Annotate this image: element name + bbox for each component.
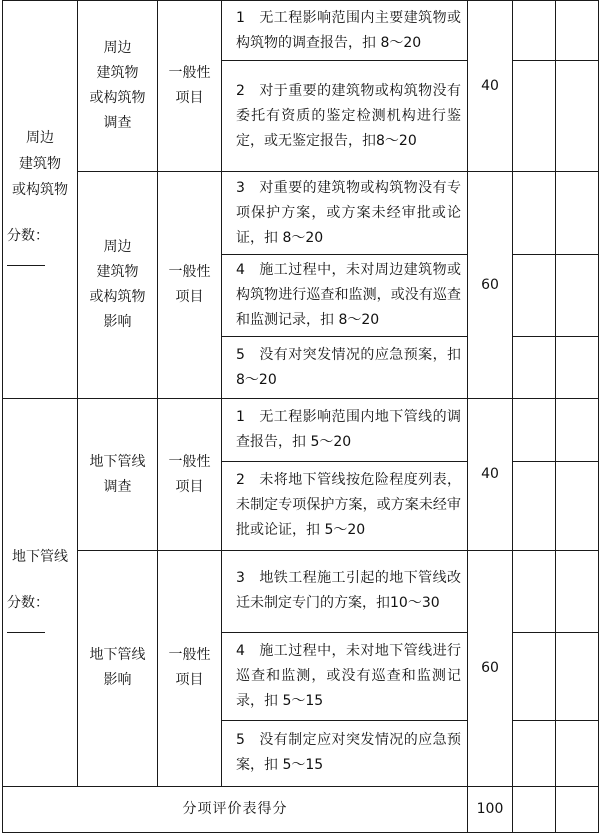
score-cell [556,786,599,832]
score-cell [513,550,556,632]
points-cell: 60 [468,550,513,786]
total-score-label: 分项评价表得分 [3,786,468,832]
score-cell [513,720,556,786]
item-type: 一般性 项目 [158,172,222,399]
table-row [3,550,599,632]
criterion-item: 5 没有制定应对突发情况的应急预案，扣 5～15 [222,720,468,786]
score-cell [513,786,556,832]
score-cell [556,61,599,172]
category-name-line: 建筑物 [19,155,61,172]
score-cell [556,399,599,461]
criterion-item: 1 无工程影响范围内主要建筑物或构筑物的调查报告，扣 8～20 [222,1,468,61]
score-cell [556,550,599,632]
category-name-line: 周边 [26,129,54,146]
subsection-name: 周边 建筑物 或构筑物 影响 [78,172,158,399]
item-type: 一般性 项目 [158,1,222,172]
score-cell [556,172,599,255]
table-row [3,172,599,255]
score-blank [7,249,45,266]
category-cell [3,1,78,399]
category-name-line: 地下管线 [12,548,68,565]
subsection-name: 地下管线 影响 [78,550,158,786]
total-points: 100 [468,786,513,832]
score-cell [513,255,556,337]
points-cell: 40 [468,399,513,550]
evaluation-table [2,0,599,833]
criterion-item: 1 无工程影响范围内地下管线的调查报告，扣 5～20 [222,399,468,461]
score-cell [513,461,556,550]
criterion-item: 2 对于重要的建筑物或构筑物没有委托有资质的鉴定检测机构进行鉴定，或无鉴定报告，扣8～20 [222,61,468,172]
criterion-item: 3 地铁工程施工引起的地下管线改迁未制定专门的方案，扣10～30 [222,550,468,632]
criterion-item: 3 对重要的建筑物或构筑物没有专项保护方案，或方案未经审批或论证，扣 8～20 [222,172,468,255]
score-cell [556,1,599,61]
table-row [3,786,599,832]
score-cell [556,255,599,337]
table-row [3,399,599,461]
subsection-name: 周边 建筑物 或构筑物 调查 [78,1,158,172]
criterion-item: 5 没有对突发情况的应急预案，扣 8～20 [222,337,468,399]
category-score: 分数： [3,223,77,275]
criterion-item: 2 未将地下管线按危险程度列表，未制定专项保护方案，或方案未经审批或论证，扣 5～20 [222,461,468,550]
score-cell [513,61,556,172]
category-name-line: 或构筑物 [12,181,68,198]
item-type: 一般性 项目 [158,550,222,786]
score-cell [556,720,599,786]
criterion-item: 4 施工过程中，未对地下管线进行巡查和监测，或没有巡查和监测记录，扣 5～15 [222,632,468,720]
category-score: 分数： [3,590,77,642]
score-cell [513,172,556,255]
score-cell [556,461,599,550]
score-cell [513,399,556,461]
points-cell: 40 [468,1,513,172]
points-cell: 60 [468,172,513,399]
score-cell [513,632,556,720]
item-type: 一般性 项目 [158,399,222,550]
score-cell [513,1,556,61]
category-cell [3,399,78,786]
score-blank [7,616,45,633]
score-cell [556,337,599,399]
score-cell [513,337,556,399]
score-cell [556,632,599,720]
subsection-name: 地下管线 调查 [78,399,158,550]
criterion-item: 4 施工过程中，未对周边建筑物或构筑物进行巡查和监测，或没有巡查和监测记录，扣 8～20 [222,255,468,337]
table-row [3,1,599,61]
